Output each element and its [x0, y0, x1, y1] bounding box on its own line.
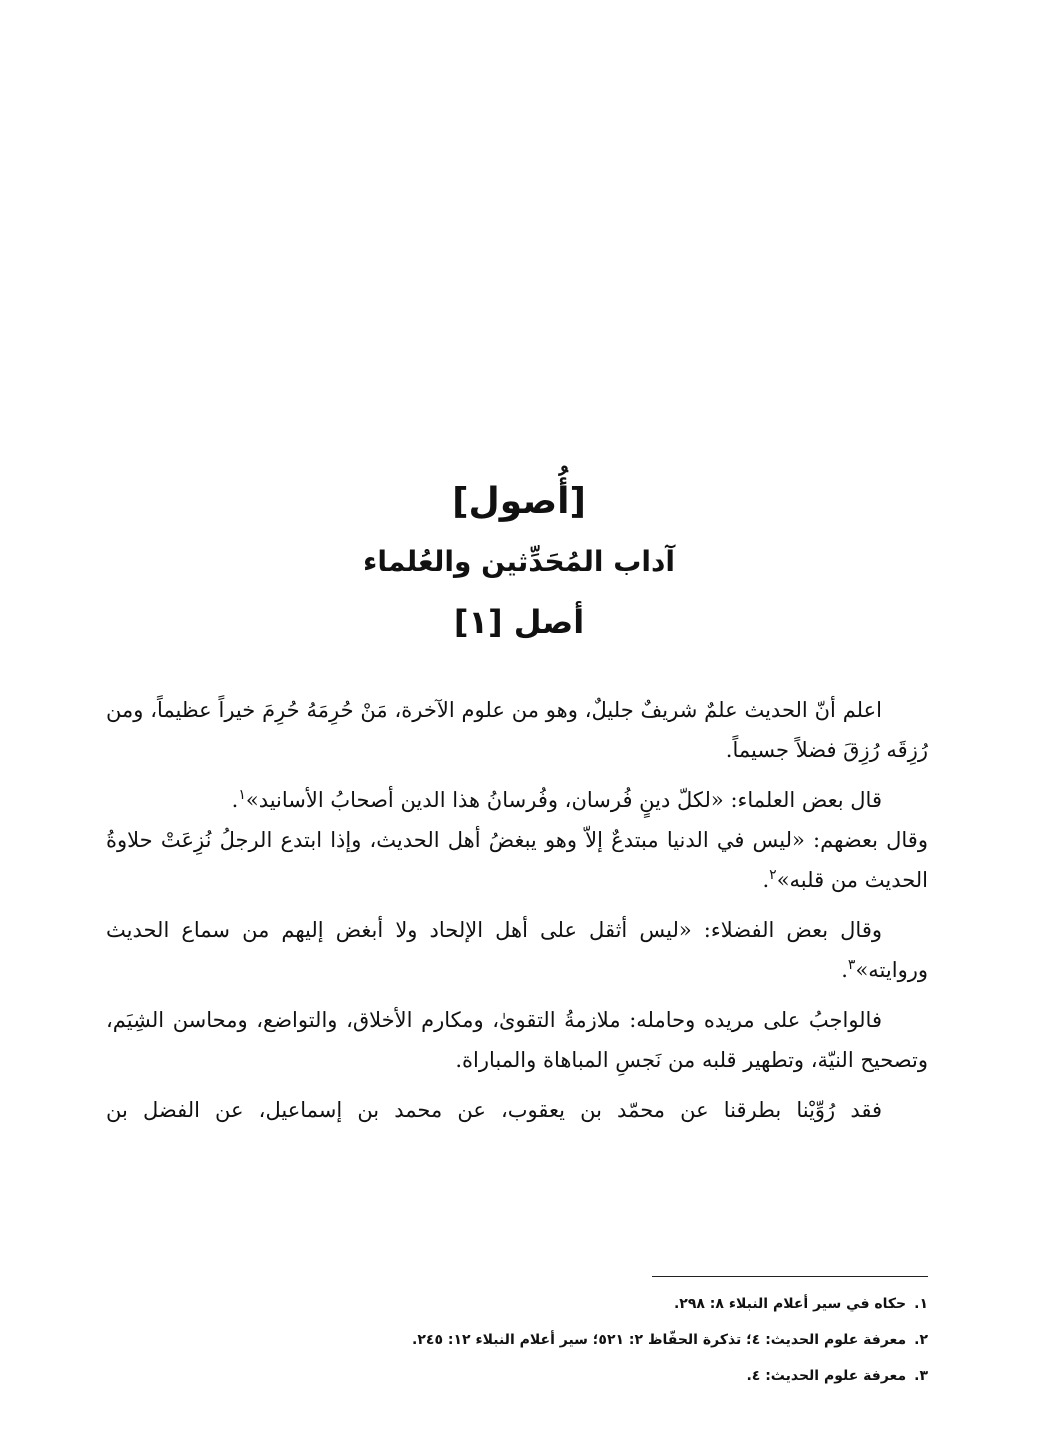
chapter-title: آداب المُحَدِّثين والعُلماء [363, 545, 675, 578]
footnote-1 [106, 1294, 928, 1314]
paragraph-text: فالواجبُ على مريده وحامله: ملازمةُ التقوىٰ، ومكارم الأخلاق، والتواضع، ومحاسن الشِيَم، وتصحيح النيّة، وتطهير قلبه من نَجسِ المباهاة والمباراة. [106, 1008, 928, 1072]
footnote-ref: ٢ [769, 867, 777, 883]
body-text [106, 690, 928, 1140]
paragraph-tail: . [762, 868, 770, 892]
footnote-text: معرفة علوم الحديث: ٤. [746, 1368, 907, 1384]
paragraph-text: اعلم أنّ الحديث علمٌ شريفٌ جليلٌ، وهو من علوم الآخرة، مَنْ حُرِمَهُ حُرِمَ خيراً عظيماً، ومن رُزِقَه رُزِقَ فضلاً جسيماً. [106, 698, 928, 762]
paragraph-2 [106, 780, 928, 820]
heading-block [0, 480, 1038, 642]
paragraph-text: وقال بعض الفضلاء: «ليس أثقل على أهل الإلحاد ولا أبغض إليهم من سماع الحديث وروايته» [106, 918, 928, 982]
paragraph-3 [106, 820, 928, 900]
paragraph-tail: . [231, 788, 239, 812]
footnote-3 [106, 1366, 928, 1386]
asl-heading: أصل [١] [453, 603, 585, 641]
paragraph-1 [106, 690, 928, 770]
footnote-number: ٣. [914, 1368, 928, 1384]
footnote-number: ٢. [914, 1332, 928, 1348]
paragraph-4 [106, 910, 928, 990]
footnote-separator [652, 1276, 928, 1277]
paragraph-text: فقد رُوِّيْنا بطرقنا عن محمّد بن يعقوب، عن محمد بن إسماعيل، عن الفضل بن [106, 1098, 882, 1122]
paragraph-tail: . [841, 958, 848, 982]
footnote-text: حكاه في سير أعلام النبلاء ٨: ٢٩٨. [673, 1296, 907, 1312]
footnotes [106, 1294, 928, 1402]
section-heading: [أُصول] [452, 481, 586, 522]
footnote-ref: ١ [238, 787, 246, 803]
footnote-2 [106, 1330, 928, 1350]
paragraph-text: وقال بعضهم: «ليس في الدنيا مبتدعٌ إلاّ وهو يبغضُ أهل الحديث، وإذا ابتدع الرجلُ نُزِعَتْ حلاوةُ الحديث من قلبه» [106, 828, 928, 892]
paragraph-5 [106, 1000, 928, 1080]
footnote-number: ١. [914, 1296, 928, 1312]
paragraph-text: قال بعض العلماء: «لكلّ دينٍ فُرسان، وفُرسانُ هذا الدين أصحابُ الأسانيد» [245, 788, 882, 812]
footnote-text: معرفة علوم الحديث: ٤؛ تذكرة الحفّاظ ٢: ٥٢١؛ سير أعلام النبلاء ١٢: ٢٤٥. [412, 1332, 907, 1348]
paragraph-6 [106, 1090, 928, 1130]
footnote-ref: ٣ [847, 957, 856, 973]
